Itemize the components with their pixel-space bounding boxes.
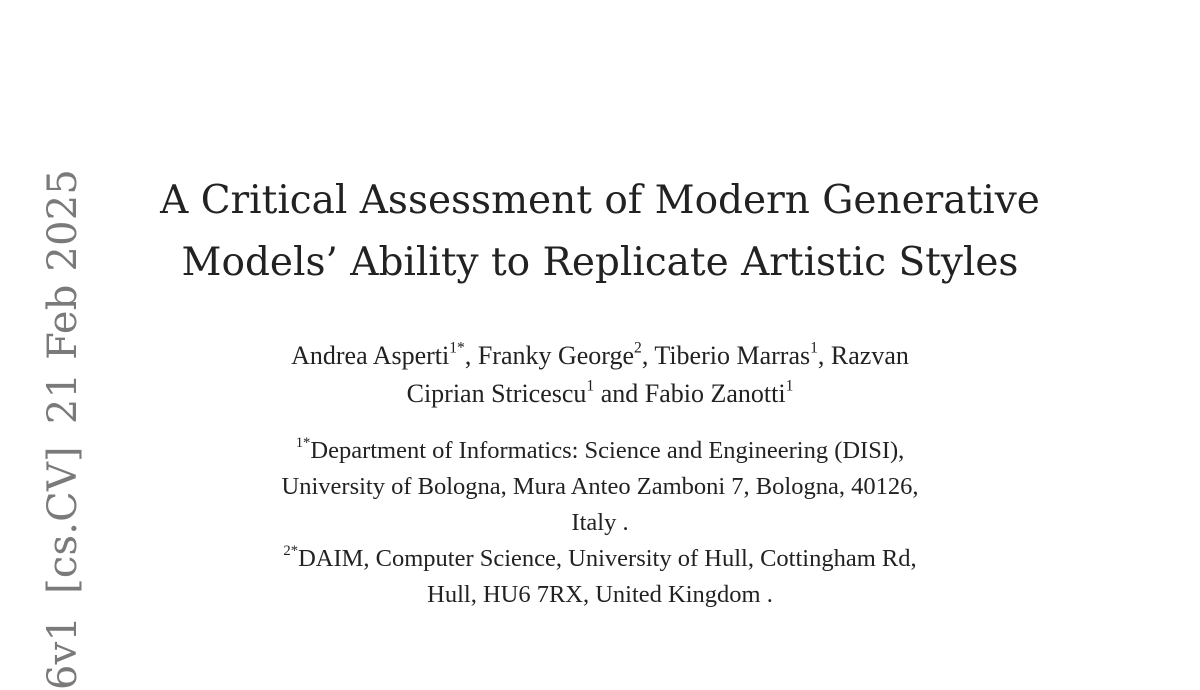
affiliation-list xyxy=(0,433,1200,613)
author-separator: and xyxy=(594,379,645,408)
author-affiliation-mark: 2 xyxy=(634,339,642,357)
affiliation-line: University of Bologna, Mura Anteo Zamboni 7, Bologna, 40126, xyxy=(281,473,919,500)
arxiv-category: [cs.CV] xyxy=(40,446,86,594)
author-separator: , xyxy=(817,341,831,370)
affiliation-line: DAIM, Computer Science, University of Hull, Cottingham Rd, xyxy=(298,545,917,572)
affiliation-line: Department of Informatics: Science and Engineering (DISI), xyxy=(310,437,905,464)
author-affiliation-mark: 1 xyxy=(586,377,595,395)
affiliation-line: Hull, HU6 7RX, United Kingdom . xyxy=(427,581,773,608)
affiliation-2 xyxy=(0,541,1200,613)
author-line-2 xyxy=(0,375,1200,413)
author-separator: , xyxy=(464,341,478,370)
author-name-second-part: Ciprian Stricescu xyxy=(406,379,587,408)
paper-title xyxy=(0,170,1200,294)
author-name: Franky George xyxy=(477,341,635,370)
author-line-1 xyxy=(0,337,1200,375)
title-line-2: Models’ Ability to Replicate Artistic Styles xyxy=(181,240,1019,285)
author-affiliation-mark: 1 xyxy=(785,377,794,395)
author-affiliation-mark: 1* xyxy=(449,339,465,357)
author-name: Andrea Asperti xyxy=(291,341,450,370)
author-name: Fabio Zanotti xyxy=(644,379,786,408)
author-affiliation-mark: 1 xyxy=(810,339,818,357)
affiliation-mark: 2* xyxy=(283,542,299,559)
author-name: Tiberio Marras xyxy=(654,341,811,370)
author-name-first-part: Razvan xyxy=(830,341,909,370)
author-list xyxy=(0,337,1200,413)
affiliation-line: Italy . xyxy=(571,509,629,536)
arxiv-date: 21 Feb 2025 xyxy=(40,168,86,425)
affiliation-1 xyxy=(0,433,1200,541)
arxiv-version-id: 6v1 xyxy=(40,615,86,690)
affiliation-mark: 1* xyxy=(295,434,311,451)
title-line-1: A Critical Assessment of Modern Generative xyxy=(160,178,1040,223)
author-separator: , xyxy=(641,341,655,370)
